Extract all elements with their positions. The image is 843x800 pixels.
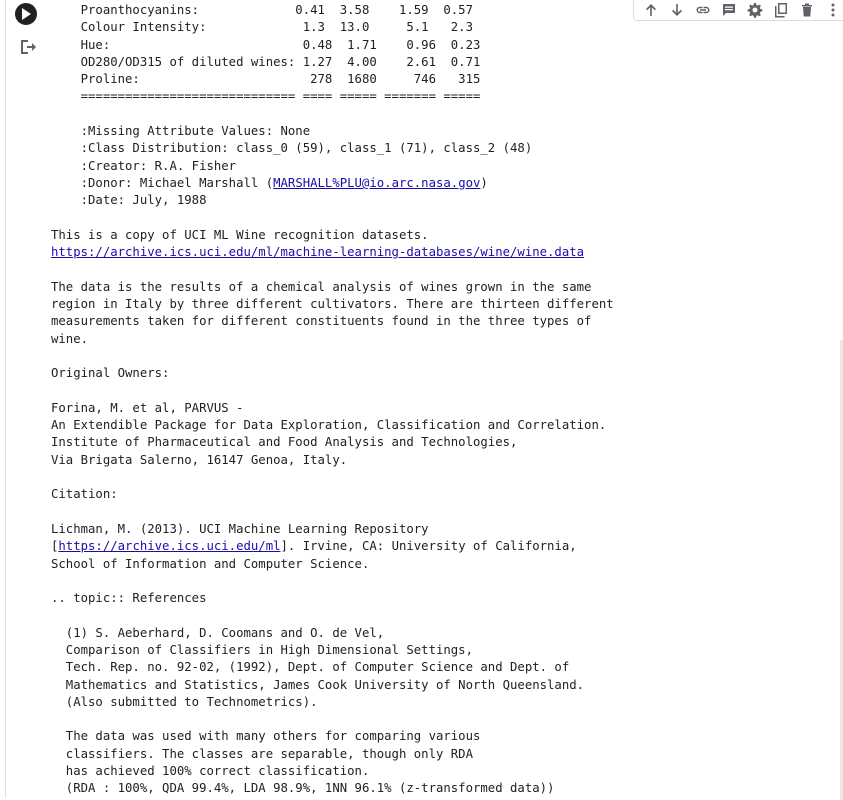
mirror-cell-button[interactable] — [768, 0, 794, 20]
more-vert-icon — [825, 2, 841, 18]
owners-heading: Original Owners: — [51, 366, 170, 381]
arrow-down-icon — [669, 2, 685, 18]
link-button[interactable] — [690, 0, 716, 20]
cell-output — [51, 2, 614, 798]
arrow-up-icon — [643, 2, 659, 18]
donor-suffix: ) — [480, 175, 488, 190]
reference-line: (RDA : 100%, QDA 99.4%, LDA 98.9%, 1NN 96.1% (z-transformed data)) — [51, 781, 555, 796]
link-icon — [695, 2, 711, 18]
table-row: Proanthocyanins: 0.41 3.58 1.59 0.57 — [51, 3, 473, 17]
table-row: Colour Intensity: 1.3 13.0 5.1 2.3 — [51, 20, 473, 35]
citation-heading: Citation: — [51, 487, 118, 502]
run-cell-button[interactable] — [15, 3, 37, 25]
reference-line: The data was used with many others for comparing various — [51, 729, 481, 744]
reference-line: (Also submitted to Technometrics). — [51, 694, 318, 709]
reference-line: Tech. Rep. no. 92-02, (1992), Dept. of Computer Science and Dept. of — [51, 660, 570, 675]
reference-line: classifiers. The classes are separable, though only RDA — [51, 746, 473, 761]
citation-line: School of Information and Computer Science. — [51, 556, 370, 571]
owners-line: An Extendible Package for Data Exploration, Classification and Correlation. — [51, 418, 607, 433]
more-options-button[interactable] — [820, 0, 843, 20]
reference-line: has achieved 100% correct classification. — [51, 764, 370, 779]
creator-line: :Creator: R.A. Fisher — [51, 158, 237, 173]
wine-data-link[interactable]: https://archive.ics.uci.edu/ml/machine-learning-databases/wine/wine.data — [51, 245, 585, 260]
topic-heading: .. topic:: References — [51, 591, 207, 606]
citation-line: Lichman, M. (2013). UCI Machine Learning Repository — [51, 521, 429, 536]
move-up-button[interactable] — [638, 0, 664, 20]
uci-repo-link[interactable]: https://archive.ics.uci.edu/ml — [58, 539, 281, 554]
table-row: OD280/OD315 of diluted wines: 1.27 4.00 2.61 0.71 — [51, 54, 481, 69]
donor-email-link[interactable]: MARSHALL%PLU@io.arc.nasa.gov — [273, 175, 481, 190]
citation-line: ]. Irvine, CA: University of California, — [280, 539, 577, 554]
missing-values-line: :Missing Attribute Values: None — [51, 124, 311, 139]
class-distribution-line: :Class Distribution: class_0 (59), class_1 (71), class_2 (48) — [51, 141, 533, 156]
date-line: :Date: July, 1988 — [51, 193, 207, 208]
gear-icon — [747, 2, 763, 18]
description-line: wine. — [51, 331, 89, 346]
donor-prefix: :Donor: Michael Marshall ( — [51, 175, 274, 190]
delete-cell-button[interactable] — [794, 0, 820, 20]
owners-line: Via Brigata Salerno, 16147 Genoa, Italy. — [51, 452, 348, 467]
mirror-cell-icon — [773, 2, 789, 18]
table-row: Proline: 278 1680 746 315 — [51, 72, 481, 87]
description-line: The data is the results of a chemical analysis of wines grown in the same — [51, 279, 592, 294]
description-line: region in Italy by three different cultivators. There are thirteen different — [51, 297, 614, 312]
table-border: ============================= ==== ===== ======= ===== — [51, 89, 481, 104]
owners-line: Forina, M. et al, PARVUS - — [51, 400, 244, 415]
play-icon — [21, 8, 31, 20]
clear-output-icon[interactable] — [18, 38, 36, 56]
reference-line: (1) S. Aeberhard, D. Coomans and O. de Vel, — [51, 625, 385, 640]
comment-button[interactable] — [716, 0, 742, 20]
comment-icon — [721, 2, 737, 18]
copy-line: This is a copy of UCI ML Wine recognition datasets. — [51, 227, 429, 242]
cell-gutter-border — [5, 0, 6, 798]
owners-line: Institute of Pharmaceutical and Food Analysis and Technologies, — [51, 435, 518, 450]
reference-line: Comparison of Classifiers in High Dimensional Settings, — [51, 642, 473, 657]
settings-button[interactable] — [742, 0, 768, 20]
description-line: measurements taken for different constituents found in the three types of — [51, 314, 592, 329]
table-row: Hue: 0.48 1.71 0.96 0.23 — [51, 37, 481, 52]
move-down-button[interactable] — [664, 0, 690, 20]
reference-line: Mathematics and Statistics, James Cook University of North Queensland. — [51, 677, 585, 692]
citation-bracket: [ — [51, 539, 59, 554]
cell-toolbar — [633, 0, 843, 21]
trash-icon — [799, 2, 815, 18]
